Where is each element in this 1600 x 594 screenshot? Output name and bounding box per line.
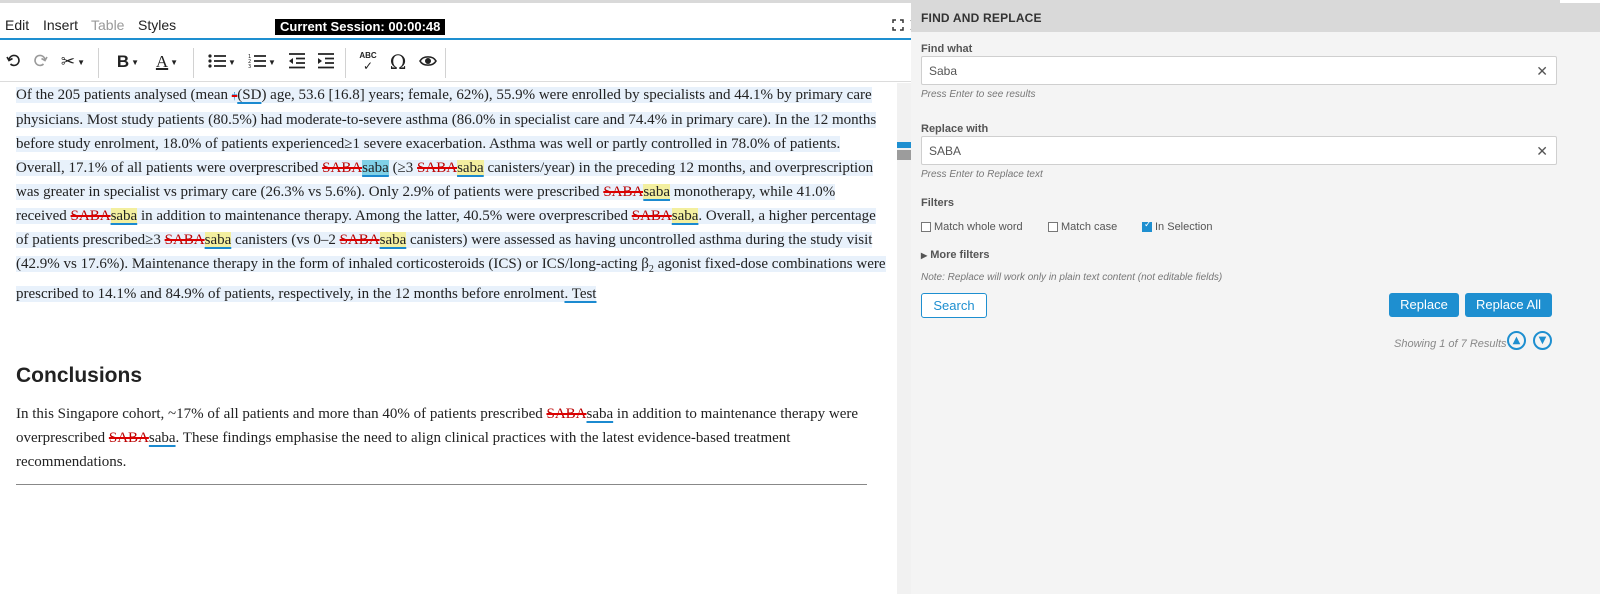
match-whole-word-checkbox[interactable]: Match whole word — [921, 221, 1023, 233]
menu-bar — [0, 3, 930, 40]
cut-dropdown[interactable]: ✂ ▼ — [60, 52, 86, 71]
tracked-deletion: SABA — [631, 208, 672, 224]
results-paragraph[interactable] — [16, 83, 886, 306]
undo-icon[interactable] — [5, 51, 23, 73]
toolbar-divider — [193, 48, 194, 78]
search-match[interactable]: saba — [643, 184, 670, 200]
clear-replace-icon[interactable]: ✕ — [1536, 143, 1548, 159]
font-color-icon: A — [155, 52, 169, 71]
search-match[interactable]: saba — [671, 208, 699, 224]
tracked-insertion: (SD — [237, 87, 262, 103]
checkbox-icon — [1048, 222, 1058, 232]
next-result-icon[interactable]: ▼ — [1533, 331, 1552, 350]
match-case-checkbox[interactable]: Match case — [1048, 221, 1117, 233]
replace-all-button[interactable]: Replace All — [1465, 293, 1552, 317]
tracked-deletion: SABA — [603, 184, 644, 200]
panel-title: FIND AND REPLACE — [921, 11, 1042, 25]
tracked-insertion: saba — [148, 430, 176, 446]
outdent-icon[interactable] — [287, 51, 307, 73]
triangle-right-icon: ▶ — [921, 251, 928, 260]
in-selection-checkbox[interactable]: ✓ In Selection — [1142, 221, 1212, 233]
replace-field[interactable] — [921, 136, 1557, 165]
selected-text: Of the 205 patients analysed (mean †(SD) age, 53.6 [16.8] years; female, 62%), 55.9% were enrolled by specialists and 44.1% by primary care physicians. Most study patients (80.5%) had moderate-to-severe asthma (86.0% in specialist care and 74.4% in primary care). In the 12 months before study enrolment, 18.0% of patients experienced≥1 severe exacerbation. Asthma was well or partly controlled in 78.0% of patients. Overall, 17.1% of all patients were overprescribed SABAsaba (≥3 SABAsaba canisters/year) in the preceding 12 months, and overprescription was greater in specialist vs primary care (26.3% vs 5.6%). Only 2.9% of patients were prescribed SABAsaba monotherapy, while 41.0% received SABAsaba in addition to maintenance therapy. Among the latter, 40.5% were overprescribed SABAsaba. Overall, a higher percentage of patients prescribed≥3 SABAsaba canisters (vs 0–2 SABAsaba canisters) were assessed as having uncontrolled asthma during the study visit (42.9% vs 17.6%). Maintenance therapy in the form of inhaled corticosteroids (ICS) or ICS/long-acting $\beta_2$ agonist fixed-dose combinations were prescribed to 14.1% and 84.9% of patients, respectively, in the 12 months before enrolment. Test — [16, 87, 886, 302]
more-filters-toggle[interactable]: ▶ More filters — [921, 249, 990, 261]
tracked-deletion: † — [231, 90, 238, 102]
scissors-icon: ✂ — [60, 52, 76, 71]
toolbar — [0, 42, 930, 82]
scrollbar-thumb[interactable] — [897, 150, 911, 160]
find-field[interactable] — [921, 56, 1557, 85]
current-search-match[interactable]: saba — [362, 160, 389, 176]
replace-label: Replace with — [921, 123, 989, 135]
find-replace-panel — [911, 3, 1600, 594]
find-input[interactable] — [929, 63, 1519, 79]
replace-note: Note: Replace will work only in plain text content (not editable fields) — [921, 272, 1223, 283]
panel-header — [911, 3, 1600, 32]
toolbar-divider — [98, 48, 99, 78]
menu-table[interactable]: Table — [91, 17, 125, 33]
tracked-deletion: SABA — [546, 406, 587, 422]
checkbox-icon — [921, 222, 931, 232]
redo-icon[interactable] — [31, 51, 49, 73]
tracked-deletion: SABA — [108, 430, 149, 446]
toolbar-divider — [345, 48, 346, 78]
svg-text:2: 2 — [248, 59, 252, 65]
search-button[interactable]: Search — [921, 293, 987, 318]
eye-icon[interactable] — [418, 51, 438, 73]
fullscreen-icon[interactable] — [892, 17, 904, 34]
bold-dropdown[interactable]: B ▼ — [116, 52, 140, 71]
bold-icon: B — [116, 52, 130, 71]
search-match[interactable]: saba — [110, 208, 138, 224]
tracked-deletion: SABA — [322, 160, 363, 176]
replace-button[interactable]: Replace — [1389, 293, 1459, 317]
search-match[interactable]: saba — [457, 160, 484, 176]
results-count: Showing 1 of 7 Results — [1394, 338, 1507, 350]
bullet-list-dropdown[interactable]: ▼ — [207, 51, 237, 73]
find-hint: Press Enter to see results — [921, 89, 1036, 100]
menu-insert[interactable]: Insert — [43, 17, 79, 33]
document-body[interactable] — [16, 83, 886, 485]
tracked-insertion: saba — [586, 406, 614, 422]
tracked-deletion: SABA — [417, 160, 458, 176]
previous-result-icon[interactable]: ▲ — [1507, 331, 1526, 350]
spellcheck-icon[interactable]: ABC ✓ — [359, 51, 377, 73]
clear-find-icon[interactable]: ✕ — [1536, 63, 1548, 79]
tracked-deletion: SABA — [339, 232, 380, 248]
svg-text:3: 3 — [248, 64, 252, 69]
search-match[interactable]: saba — [379, 232, 407, 248]
svg-text:1: 1 — [248, 54, 252, 60]
session-timer: Current Session: 00:00:48 — [275, 19, 445, 35]
menu-edit[interactable]: Edit — [5, 17, 30, 33]
toolbar-divider — [445, 48, 446, 78]
section-heading-conclusions: Conclusions — [16, 364, 143, 387]
checkbox-checked-icon — [1142, 222, 1152, 232]
indent-icon[interactable] — [316, 51, 336, 73]
filters-label: Filters — [921, 197, 955, 209]
special-character-icon[interactable]: Ω — [389, 50, 407, 74]
tracked-insertion: . Test — [564, 286, 597, 302]
menu-styles[interactable]: Styles — [138, 17, 177, 33]
editor — [0, 3, 930, 594]
horizontal-rule — [16, 484, 867, 485]
conclusions-paragraph[interactable]: In this Singapore cohort, ~17% of all patients and more than 40% of patients prescribed SABAsaba in addition to maintenance therapy were overprescribed SABAsaba. These findings emphasise the need to align clinical practices with the latest evidence-based treatment recommendations. — [16, 406, 859, 470]
tracked-deletion: SABA — [164, 232, 205, 248]
replace-hint: Press Enter to Replace text — [921, 169, 1043, 180]
scrollbar-marker — [897, 142, 911, 148]
search-match[interactable]: saba — [204, 232, 232, 248]
tracked-deletion: SABA — [70, 208, 111, 224]
find-label: Find what — [921, 43, 973, 55]
numbered-list-dropdown[interactable]: 1 2 3 ▼ — [248, 54, 276, 69]
replace-input[interactable] — [929, 143, 1519, 159]
font-color-dropdown[interactable]: A ▼ — [155, 52, 179, 71]
